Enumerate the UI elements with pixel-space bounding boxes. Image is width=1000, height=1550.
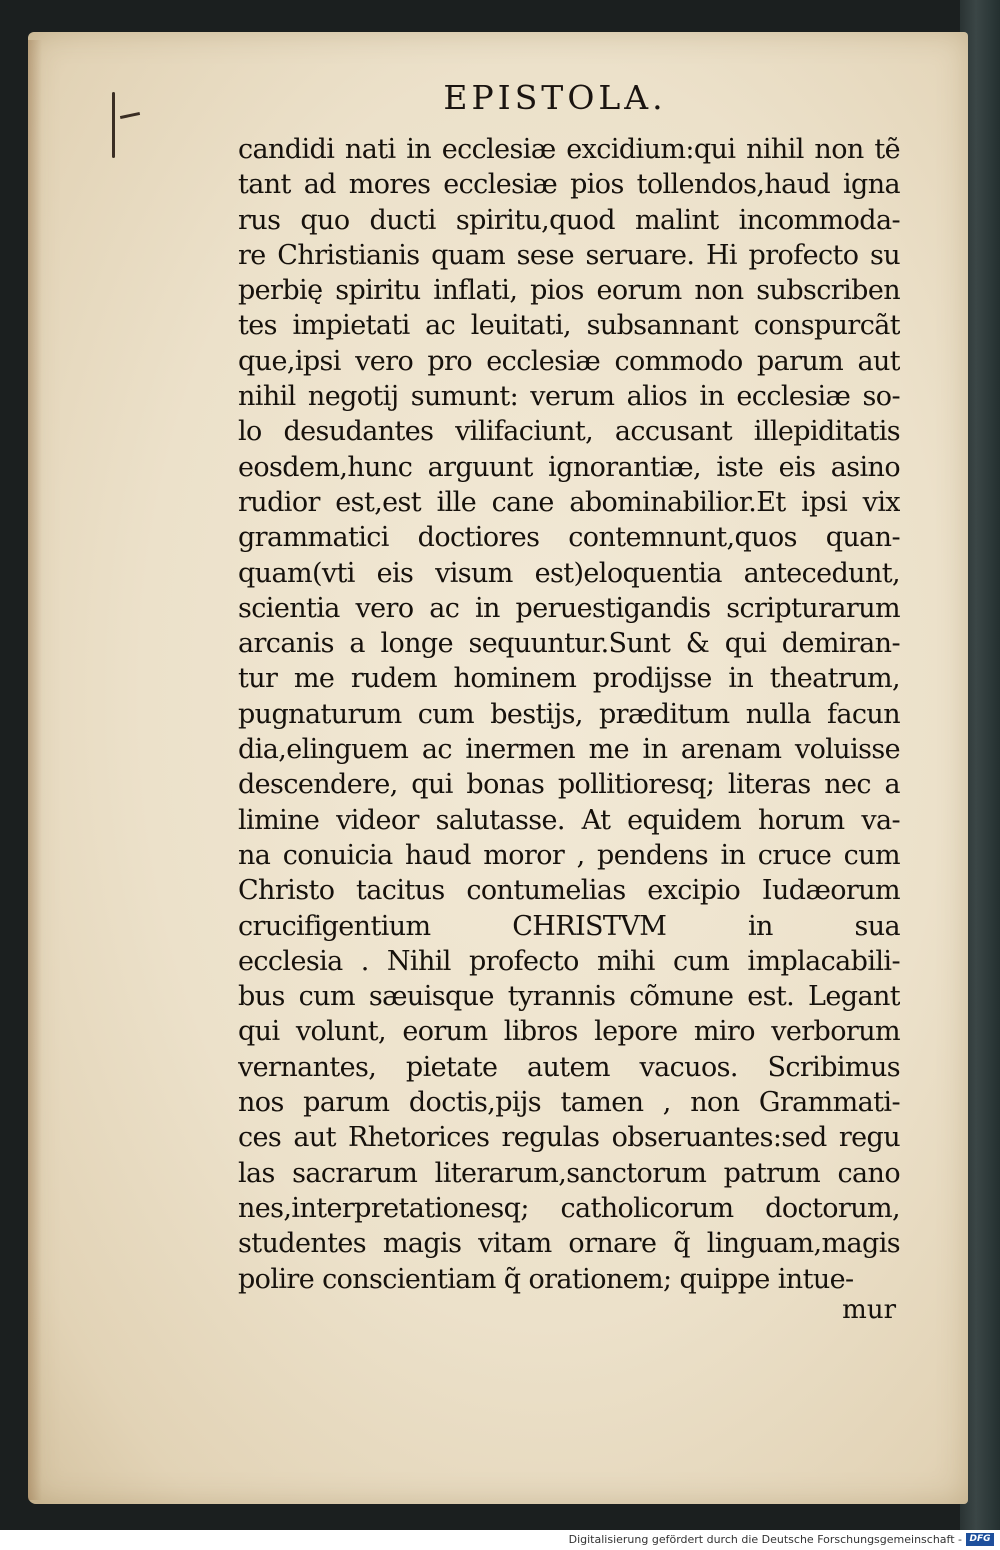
footer-bar <box>0 1530 1000 1550</box>
text-line: grammatici doctiores contemnunt,quos quan- <box>238 522 900 554</box>
running-head: EPISTOLA. <box>443 78 667 117</box>
text-line: na conuicia haud moror , pendens in cruce cum <box>238 839 900 871</box>
text-line: nos parum doctis,pijs tamen , non Grammati- <box>238 1087 900 1119</box>
body-text <box>238 132 900 1297</box>
dfg-logo: DFG <box>966 1533 994 1546</box>
text-line: bus cum sæuisque tyrannis cõmune est. Legant <box>238 981 900 1013</box>
text-line: candidi nati in ecclesiæ excidium:qui nihil non tẽ <box>238 134 900 165</box>
text-line: polire conscientiam q̃ orationem; quippe intue- <box>238 1263 854 1295</box>
text-line: scientia vero ac in peruestigandis scripturarum <box>238 592 900 624</box>
text-line: perbię spiritu inflati, pios eorum non subscriben <box>238 275 900 307</box>
catchword: mur <box>842 1295 896 1325</box>
text-line: arcanis a longe sequuntur.Sunt & qui demiran- <box>238 628 900 660</box>
page-edge-shadow <box>28 40 42 1500</box>
text-line: eosdem,hunc arguunt ignorantiæ, iste eis asino <box>238 451 900 483</box>
text-line: las sacrarum literarum,sanctorum patrum cano <box>238 1157 900 1189</box>
text-line: tant ad mores ecclesiæ pios tollendos,haud igna <box>238 169 900 201</box>
text-line: lo desudantes vilifaciunt, accusant illepiditatis <box>238 416 900 448</box>
text-line: nihil negotij sumunt: verum alios in ecclesiæ so- <box>238 381 900 413</box>
text-line: limine videor salutasse. At equidem horum va- <box>238 804 900 836</box>
text-line: rus quo ducti spiritu,quod malint incommoda- <box>238 204 900 236</box>
text-line: studentes magis vitam ornare q̃ linguam,magis <box>238 1228 900 1260</box>
text-line: pugnaturum cum bestijs, præditum nulla facun <box>238 698 900 730</box>
funding-credit: Digitalisierung gefördert durch die Deutsche Forschungsgemeinschaft - <box>568 1533 962 1546</box>
text-line: tes impietati ac leuitati, subsannant conspurcãt <box>238 310 900 342</box>
text-line: re Christianis quam sese seruare. Hi profecto su <box>238 239 900 271</box>
text-line: quam(vti eis visum est)eloquentia antecedunt, <box>238 557 900 589</box>
text-line: que,ipsi vero pro ecclesiæ commodo parum aut <box>238 345 900 377</box>
text-line: descendere, qui bonas pollitioresq; literas nec a <box>238 769 900 801</box>
text-line: ces aut Rhetorices regulas obseruantes:sed regu <box>238 1122 900 1154</box>
text-line: vernantes, pietate autem vacuos. Scribimus <box>238 1051 900 1083</box>
text-line: qui volunt, eorum libros lepore miro verborum <box>238 1016 900 1048</box>
text-line: rudior est,est ille cane abominabilior.Et ipsi vix <box>238 486 900 518</box>
text-line: tur me rudem hominem prodijsse in theatrum, <box>238 663 900 695</box>
text-line: crucifigentium CHRISTVM in sua <box>238 910 900 942</box>
text-line: nes,interpretationesq; catholicorum doctorum, <box>238 1192 900 1224</box>
text-line: Christo tacitus contumelias excipio Iudæorum <box>238 875 900 907</box>
text-line: ecclesia . Nihil profecto mihi cum implacabili- <box>238 945 900 977</box>
text-line: dia,elinguem ac inermen me in arenam voluisse <box>238 734 900 766</box>
